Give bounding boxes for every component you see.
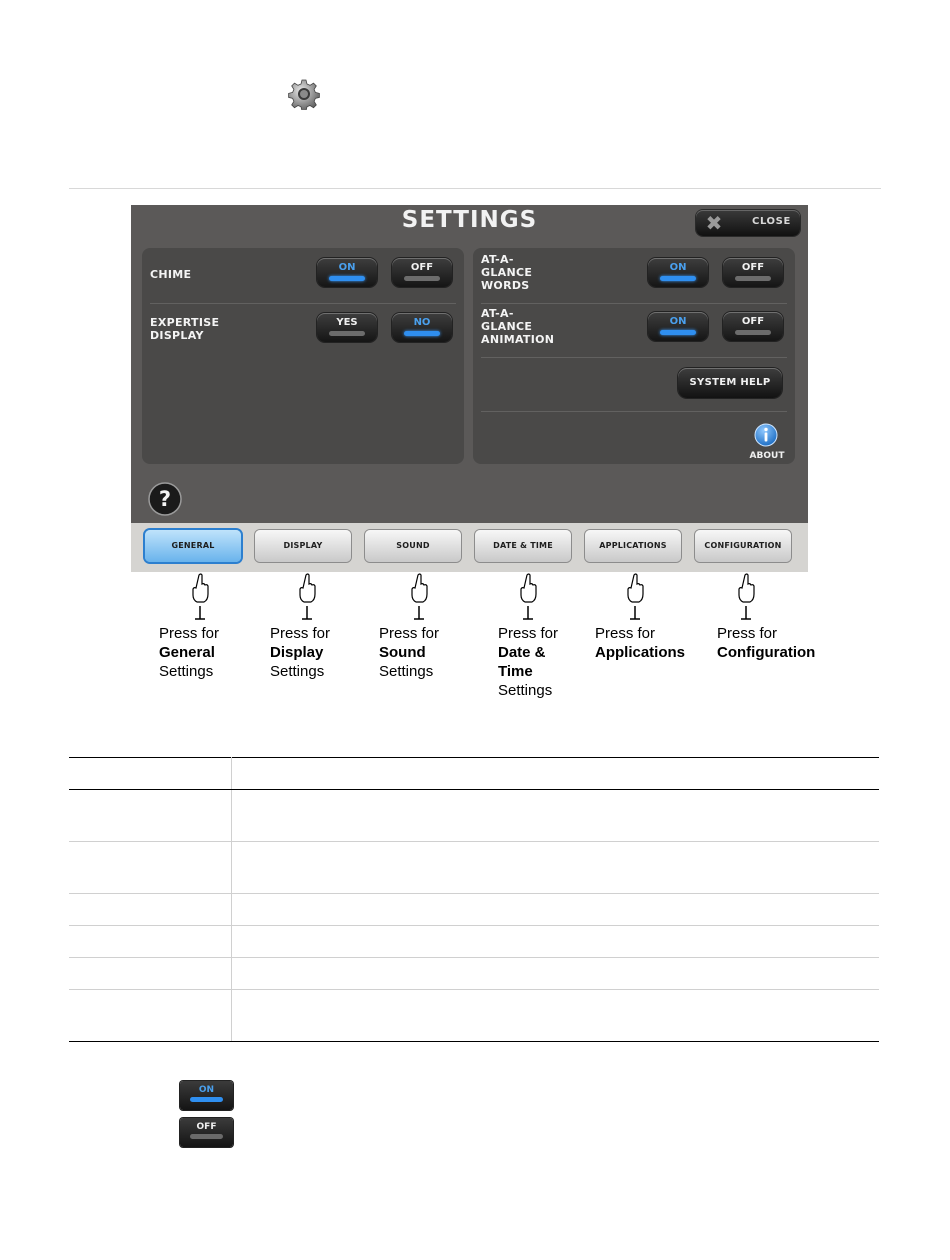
table-row [69, 958, 879, 990]
callout-configuration: Press for Configuration [717, 625, 816, 661]
svg-text:?: ? [158, 487, 172, 511]
pointing-hand-icon [409, 573, 429, 621]
settings-screen [131, 205, 808, 572]
glance-animation-off-button[interactable]: OFF [723, 312, 783, 341]
callout-general: Press for General Settings [159, 625, 220, 680]
tab-configuration[interactable]: CONFIGURATION [695, 530, 791, 562]
callout-sound: Press for Sound Settings [379, 625, 440, 680]
tab-applications[interactable]: APPLICATIONS [585, 530, 681, 562]
glance-words-off-button[interactable]: OFF [723, 258, 783, 287]
left-settings-panel [142, 248, 464, 464]
settings-description-table [69, 757, 879, 1042]
pointing-hand-icon [190, 573, 210, 621]
about-label: ABOUT [749, 451, 785, 461]
screen-title: SETTINGS [401, 207, 538, 233]
table-row [69, 926, 879, 958]
tab-sound[interactable]: SOUND [365, 530, 461, 562]
legend-off-button: OFF [180, 1118, 233, 1147]
expertise-yes-button[interactable]: YES [317, 313, 377, 342]
table-header-row [69, 758, 879, 790]
right-settings-panel [473, 248, 795, 464]
close-label: CLOSE [752, 216, 791, 227]
chime-off-button[interactable]: OFF [392, 258, 452, 287]
pointing-hand-icon [518, 573, 538, 621]
close-icon: ✖ [705, 211, 723, 235]
chime-on-button[interactable]: ON [317, 258, 377, 287]
settings-nav-bar [131, 523, 808, 572]
info-icon[interactable] [754, 423, 778, 447]
table-row [69, 990, 879, 1042]
top-divider [69, 188, 881, 189]
table-row [69, 790, 879, 842]
table-row [69, 842, 879, 894]
callout-applications: Press for Applications [595, 625, 686, 661]
legend-on-button: ON [180, 1081, 233, 1110]
system-help-button[interactable]: SYSTEM HELP [678, 368, 782, 398]
gear-icon [288, 78, 320, 110]
pointing-hand-icon [736, 573, 756, 621]
at-a-glance-words-label: AT-A- GLANCE WORDS [481, 253, 533, 292]
tab-general[interactable]: GENERAL [145, 530, 241, 562]
glance-words-on-button[interactable]: ON [648, 258, 708, 287]
pointing-hand-icon [297, 573, 317, 621]
tab-display[interactable]: DISPLAY [255, 530, 351, 562]
expertise-display-label: EXPERTISE DISPLAY [150, 316, 220, 342]
tab-date-time[interactable]: DATE & TIME [475, 530, 571, 562]
expertise-no-button[interactable]: NO [392, 313, 452, 342]
at-a-glance-animation-label: AT-A- GLANCE ANIMATION [481, 307, 555, 346]
callout-date-time: Press for Date & Time Settings [498, 625, 559, 699]
close-button[interactable] [696, 210, 800, 236]
pointing-hand-icon [625, 573, 645, 621]
glance-animation-on-button[interactable]: ON [648, 312, 708, 341]
callout-display: Press for Display Settings [270, 625, 331, 680]
chime-label: CHIME [150, 268, 192, 281]
question-icon[interactable] [148, 482, 182, 516]
table-row [69, 894, 879, 926]
